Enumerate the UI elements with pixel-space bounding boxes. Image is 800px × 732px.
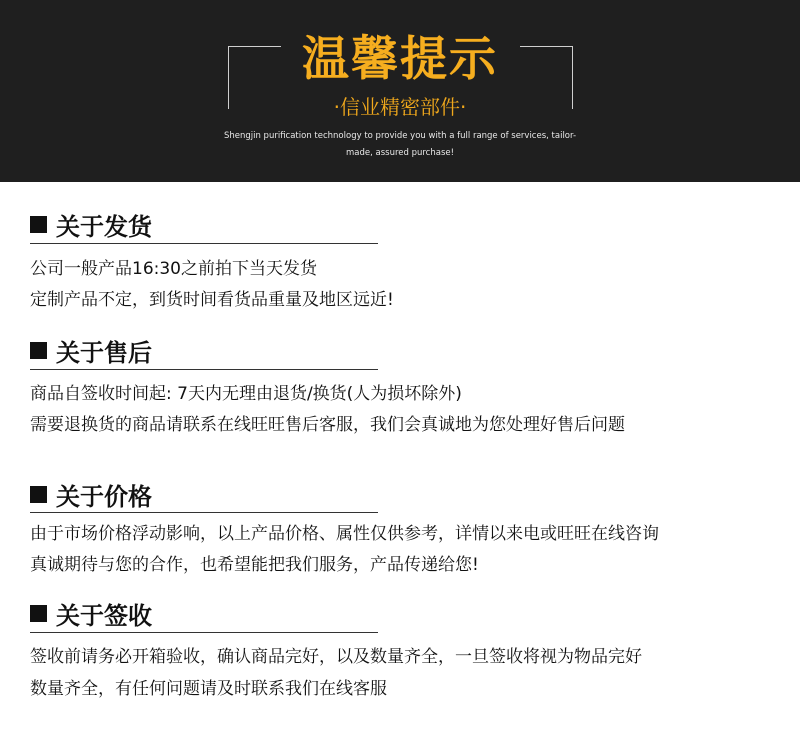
section-text-line: 真诚期待与您的合作，也希望能把我们服务，产品传递给您! xyxy=(30,555,479,575)
section-text-line: 定制产品不定，到货时间看货品重量及地区远近! xyxy=(30,290,394,310)
section-text-line: 数量齐全，有任何问题请及时联系我们在线客服 xyxy=(30,679,387,699)
section-text-line: 需要退换货的商品请联系在线旺旺售后客服，我们会真诚地为您处理好售后问题 xyxy=(30,415,625,435)
header-banner xyxy=(0,0,800,182)
banner-english-text: Shengjin purification technology to provide you with a full range of services, tailor-made, assured purchase! xyxy=(223,131,577,158)
square-bullet-icon xyxy=(30,342,47,359)
section-heading-after-sales xyxy=(30,333,152,368)
section-text-line: 商品自签收时间起: 7天内无理由退货/换货(人为损坏除外) xyxy=(30,384,462,404)
square-bullet-icon xyxy=(30,486,47,503)
section-title: 关于价格 xyxy=(56,483,152,511)
section-heading-price xyxy=(30,477,152,512)
section-title: 关于售后 xyxy=(56,339,152,367)
section-underline xyxy=(30,369,378,370)
section-heading-signing xyxy=(30,596,152,631)
section-text-line: 签收前请务必开箱验收，确认商品完好，以及数量齐全，一旦签收将视为物品完好 xyxy=(30,647,642,667)
section-heading-shipping xyxy=(30,207,152,242)
section-text-line: 由于市场价格浮动影响，以上产品价格、属性仅供参考，详情以来电或旺旺在线咨询 xyxy=(30,524,659,544)
section-underline xyxy=(30,632,378,633)
square-bullet-icon xyxy=(30,605,47,622)
banner-subtitle: ·信业精密部件· xyxy=(333,95,467,119)
section-underline xyxy=(30,243,378,244)
square-bullet-icon xyxy=(30,216,47,233)
section-text-line: 公司一般产品16:30之前拍下当天发货 xyxy=(30,259,317,279)
section-title: 关于签收 xyxy=(56,602,152,630)
section-title: 关于发货 xyxy=(56,213,152,241)
section-underline xyxy=(30,512,378,513)
banner-title: 温馨提示 xyxy=(302,32,498,87)
